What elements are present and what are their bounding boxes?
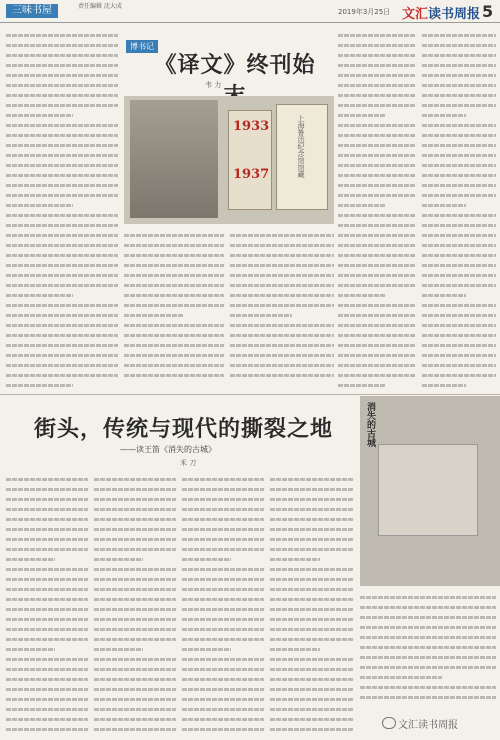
text-line	[360, 622, 496, 632]
text-line	[6, 484, 88, 494]
reading-room-photo	[130, 100, 218, 218]
page-header	[0, 0, 500, 23]
column-tag: 三味书屋	[6, 4, 58, 18]
text-line	[338, 90, 416, 100]
text-line	[422, 180, 496, 190]
text-line	[94, 574, 176, 584]
text-line	[6, 370, 118, 380]
text-line	[182, 504, 264, 514]
text-line	[422, 130, 496, 140]
text-line	[422, 310, 496, 320]
text-line	[124, 370, 224, 380]
text-line	[422, 290, 466, 300]
text-line	[94, 654, 176, 664]
text-line	[6, 644, 55, 654]
text-line	[94, 534, 176, 544]
text-line	[124, 340, 224, 350]
text-line	[6, 474, 88, 484]
text-line	[338, 310, 416, 320]
text-line	[94, 474, 176, 484]
text-line	[6, 684, 88, 694]
text-line	[6, 544, 88, 554]
book-cover-photo	[228, 110, 272, 210]
article1-column-label: 博书记	[126, 40, 158, 53]
text-line	[360, 652, 496, 662]
text-line	[182, 564, 264, 574]
article2-column-3	[182, 474, 264, 736]
text-line	[6, 280, 118, 290]
text-line	[230, 270, 334, 280]
text-line	[230, 370, 334, 380]
article2-title: 街头，传统与现代的撕裂之地	[34, 416, 334, 442]
text-line	[94, 704, 176, 714]
text-line	[6, 100, 118, 110]
text-line	[6, 654, 88, 664]
text-line	[422, 150, 496, 160]
text-line	[338, 380, 385, 390]
text-line	[94, 564, 176, 574]
text-line	[338, 330, 416, 340]
article2-photo-caption: 消失的古城	[365, 402, 375, 447]
text-line	[422, 360, 496, 370]
text-line	[338, 160, 416, 170]
text-line	[270, 634, 354, 644]
text-line	[422, 200, 466, 210]
text-line	[6, 120, 118, 130]
text-line	[6, 80, 118, 90]
text-line	[338, 110, 385, 120]
text-line	[182, 724, 264, 734]
text-line	[6, 504, 88, 514]
text-line	[230, 260, 334, 270]
text-line	[124, 260, 224, 270]
text-line	[338, 260, 416, 270]
text-line	[360, 592, 496, 602]
text-line	[94, 684, 176, 694]
text-line	[6, 130, 118, 140]
text-line	[94, 614, 176, 624]
text-line	[422, 280, 496, 290]
text-line	[270, 534, 354, 544]
book-year-end: 1937	[233, 167, 270, 182]
text-line	[6, 90, 118, 100]
text-line	[422, 110, 466, 120]
article1-column-middle-left	[124, 230, 224, 388]
text-line	[230, 290, 334, 300]
text-line	[6, 170, 118, 180]
text-line	[360, 682, 496, 692]
text-line	[360, 662, 496, 672]
text-line	[182, 474, 264, 484]
text-line	[182, 544, 264, 554]
text-line	[270, 474, 354, 484]
text-line	[338, 100, 416, 110]
text-line	[338, 230, 416, 240]
text-line	[338, 150, 416, 160]
text-line	[124, 360, 224, 370]
text-line	[338, 210, 416, 220]
text-line	[6, 714, 88, 724]
text-line	[94, 544, 176, 554]
text-line	[124, 320, 224, 330]
watermark-text: 文汇读书周报	[398, 720, 458, 731]
text-line	[182, 634, 264, 644]
text-line	[422, 260, 496, 270]
text-line	[422, 230, 496, 240]
text-line	[230, 330, 334, 340]
text-line	[422, 120, 496, 130]
text-line	[270, 724, 354, 734]
text-line	[6, 724, 88, 734]
text-line	[6, 70, 118, 80]
text-line	[6, 240, 118, 250]
text-line	[230, 350, 334, 360]
text-line	[94, 644, 143, 654]
text-line	[6, 664, 88, 674]
text-line	[6, 40, 118, 50]
book-year-start: 1933	[233, 119, 270, 134]
section-divider	[0, 394, 500, 395]
text-line	[6, 250, 118, 260]
text-line	[124, 350, 224, 360]
text-line	[360, 672, 442, 682]
text-line	[182, 644, 231, 654]
text-line	[360, 612, 496, 622]
text-line	[182, 714, 264, 724]
text-line	[270, 554, 320, 564]
page-number: 5	[482, 2, 494, 21]
text-line	[6, 300, 118, 310]
text-line	[6, 160, 118, 170]
text-line	[338, 190, 416, 200]
text-line	[270, 494, 354, 504]
article2-column-5	[360, 592, 496, 710]
text-line	[94, 594, 176, 604]
text-line	[6, 604, 88, 614]
text-line	[422, 340, 496, 350]
text-line	[422, 380, 466, 390]
text-line	[6, 584, 88, 594]
text-line	[338, 270, 416, 280]
issue-date: 2019年3月25日	[338, 8, 391, 16]
text-line	[6, 330, 118, 340]
text-line	[422, 30, 496, 40]
text-line	[6, 200, 73, 210]
text-line	[338, 60, 416, 70]
text-line	[6, 210, 118, 220]
text-line	[338, 300, 416, 310]
text-line	[270, 694, 354, 704]
text-line	[94, 664, 176, 674]
text-line	[182, 524, 264, 534]
editor-line: 责任编辑 沈大成	[78, 3, 122, 10]
text-line	[94, 484, 176, 494]
text-line	[6, 190, 118, 200]
text-line	[94, 554, 143, 564]
text-line	[124, 300, 224, 310]
text-line	[360, 602, 496, 612]
text-line	[94, 604, 176, 614]
text-line	[6, 360, 118, 370]
text-line	[422, 60, 496, 70]
text-line	[422, 100, 496, 110]
text-line	[230, 300, 334, 310]
text-line	[422, 190, 496, 200]
text-line	[124, 270, 224, 280]
text-line	[94, 524, 176, 534]
text-line	[270, 574, 354, 584]
text-line	[338, 120, 416, 130]
text-line	[230, 340, 334, 350]
text-line	[182, 674, 264, 684]
text-line	[182, 514, 264, 524]
text-line	[422, 330, 496, 340]
text-line	[94, 694, 176, 704]
article1-column-right-b	[422, 30, 496, 390]
text-line	[182, 694, 264, 704]
text-line	[230, 280, 334, 290]
text-line	[422, 160, 496, 170]
text-line	[6, 534, 88, 544]
book-side-panel	[276, 104, 328, 210]
text-line	[270, 524, 354, 534]
text-line	[360, 632, 496, 642]
text-line	[338, 280, 416, 290]
text-line	[182, 604, 264, 614]
text-line	[422, 50, 496, 60]
text-line	[270, 654, 354, 664]
article2-column-4	[270, 474, 354, 736]
text-line	[6, 150, 118, 160]
article2-photo	[360, 396, 500, 586]
text-line	[6, 290, 73, 300]
text-line	[6, 704, 88, 714]
text-line	[182, 554, 231, 564]
text-line	[422, 70, 496, 80]
text-line	[94, 494, 176, 504]
text-line	[270, 674, 354, 684]
article1-column-right-a	[338, 30, 416, 390]
text-line	[6, 310, 118, 320]
text-line	[270, 604, 354, 614]
article2-column-2	[94, 474, 176, 736]
text-line	[182, 574, 264, 584]
text-line	[182, 654, 264, 664]
text-line	[6, 260, 118, 270]
text-line	[6, 230, 118, 240]
text-line	[338, 360, 416, 370]
text-line	[230, 230, 334, 240]
text-line	[94, 514, 176, 524]
text-line	[6, 110, 73, 120]
text-line	[270, 644, 320, 654]
text-line	[338, 350, 416, 360]
text-line	[338, 290, 385, 300]
text-line	[270, 544, 354, 554]
text-line	[6, 524, 88, 534]
text-line	[6, 380, 73, 390]
text-line	[338, 70, 416, 80]
article1-author: 韦 力	[205, 81, 222, 89]
text-line	[6, 220, 118, 230]
text-line	[6, 320, 118, 330]
text-line	[6, 50, 118, 60]
text-line	[422, 270, 496, 280]
text-line	[6, 30, 118, 40]
article1-title: 《译文》终刊始	[154, 52, 316, 78]
text-line	[94, 624, 176, 634]
text-line	[182, 484, 264, 494]
text-line	[182, 704, 264, 714]
text-line	[338, 340, 416, 350]
text-line	[182, 534, 264, 544]
text-line	[270, 704, 354, 714]
text-line	[94, 584, 176, 594]
text-line	[338, 370, 416, 380]
wechat-icon	[382, 717, 396, 729]
text-line	[270, 514, 354, 524]
text-line	[6, 180, 118, 190]
text-line	[182, 684, 264, 694]
text-line	[338, 40, 416, 50]
text-line	[6, 270, 118, 280]
text-line	[270, 614, 354, 624]
text-line	[270, 684, 354, 694]
text-line	[94, 634, 176, 644]
text-line	[6, 674, 88, 684]
text-line	[182, 594, 264, 604]
text-line	[6, 554, 55, 564]
text-line	[182, 624, 264, 634]
text-line	[422, 140, 496, 150]
article1-column-middle-right	[230, 230, 334, 388]
text-line	[422, 300, 496, 310]
text-line	[422, 240, 496, 250]
text-line	[338, 80, 416, 90]
text-line	[338, 50, 416, 60]
text-line	[230, 250, 334, 260]
book-side-text: 上海鲁迅纪念馆馆藏	[297, 115, 305, 178]
text-line	[94, 724, 176, 734]
text-line	[230, 320, 334, 330]
text-line	[6, 694, 88, 704]
text-line	[422, 170, 496, 180]
text-line	[360, 692, 496, 702]
text-line	[360, 642, 496, 652]
text-line	[270, 564, 354, 574]
article2-subtitle: ——读王笛《消失的古城》	[120, 445, 216, 454]
text-line	[124, 290, 224, 300]
text-line	[182, 614, 264, 624]
article2-author: 禾 刀	[180, 459, 197, 467]
text-line	[270, 714, 354, 724]
text-line	[338, 130, 416, 140]
text-line	[6, 60, 118, 70]
article1-column-left	[6, 30, 118, 390]
text-line	[422, 220, 496, 230]
newspaper-brand	[402, 3, 480, 22]
text-line	[338, 30, 416, 40]
text-line	[270, 504, 354, 514]
text-line	[422, 90, 496, 100]
building-image	[378, 444, 478, 536]
text-line	[338, 170, 416, 180]
text-line	[270, 664, 354, 674]
text-line	[422, 320, 496, 330]
text-line	[6, 564, 88, 574]
text-line	[338, 180, 416, 190]
brand-part2: 读书周报	[428, 7, 481, 22]
text-line	[422, 80, 496, 90]
text-line	[230, 240, 334, 250]
text-line	[338, 140, 416, 150]
text-line	[124, 330, 224, 340]
text-line	[94, 674, 176, 684]
text-line	[422, 250, 496, 260]
text-line	[94, 504, 176, 514]
text-line	[94, 714, 176, 724]
text-line	[270, 484, 354, 494]
text-line	[422, 40, 496, 50]
text-line	[422, 210, 496, 220]
text-line	[6, 574, 88, 584]
text-line	[338, 200, 385, 210]
text-line	[338, 240, 416, 250]
text-line	[6, 140, 118, 150]
text-line	[230, 310, 292, 320]
text-line	[6, 594, 88, 604]
text-line	[338, 250, 416, 260]
text-line	[338, 320, 416, 330]
text-line	[124, 240, 224, 250]
text-line	[270, 584, 354, 594]
text-line	[6, 624, 88, 634]
text-line	[338, 220, 416, 230]
text-line	[124, 230, 224, 240]
text-line	[182, 664, 264, 674]
brand-part1: 文汇	[402, 7, 429, 22]
text-line	[270, 594, 354, 604]
text-line	[6, 340, 118, 350]
text-line	[422, 350, 496, 360]
text-line	[230, 360, 334, 370]
article2-column-1	[6, 474, 88, 736]
text-line	[182, 584, 264, 594]
text-line	[124, 280, 224, 290]
text-line	[6, 634, 88, 644]
text-line	[6, 350, 118, 360]
text-line	[270, 624, 354, 634]
text-line	[6, 494, 88, 504]
text-line	[124, 250, 224, 260]
text-line	[6, 614, 88, 624]
text-line	[182, 494, 264, 504]
text-line	[124, 310, 184, 320]
text-line	[6, 514, 88, 524]
text-line	[422, 370, 496, 380]
